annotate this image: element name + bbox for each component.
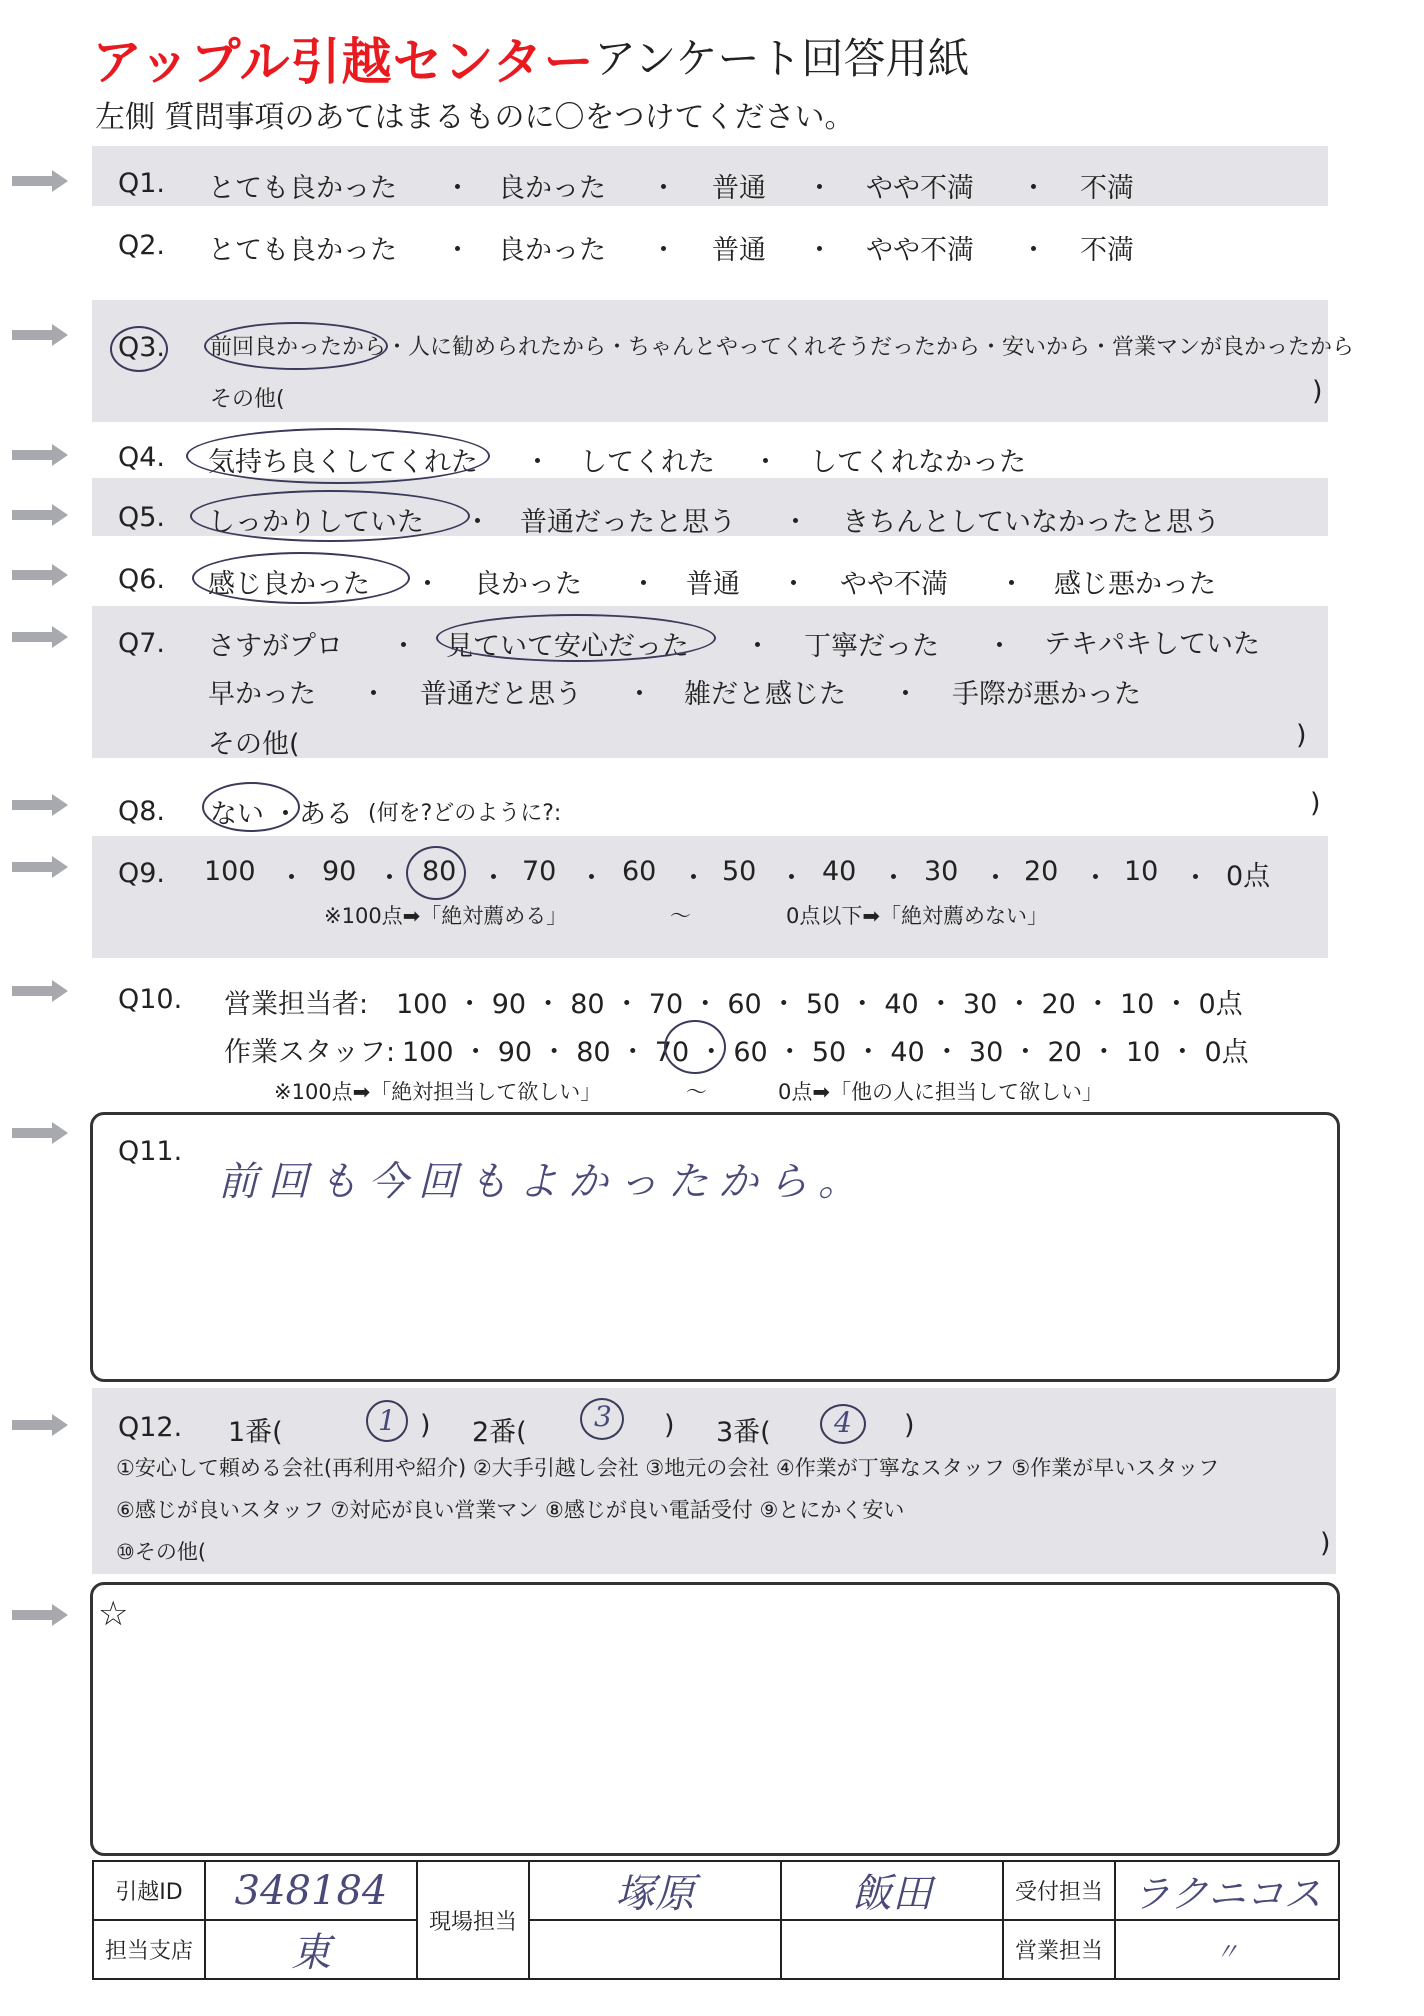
q6-option-2[interactable]: 良かった [474,569,582,600]
q10-sales-score[interactable]: 80 [570,989,605,1020]
q7-dot: ・ [360,679,387,710]
answer-circle [204,322,388,370]
q5-option-3[interactable]: きちんとしていなかったと思う [842,507,1220,538]
q12-label: Q12. [118,1412,183,1443]
q12-third-close: ) [904,1410,915,1441]
q8-close: ) [1310,788,1321,819]
branch-label: 担当支店 [93,1920,205,1979]
q10-sales-score[interactable]: 60 [727,989,762,1020]
q12-choices-1: ①安心して頼める会社(再利用や紹介) ②大手引越し会社 ③地元の会社 ④作業が丁寧なスタッフ ⑤作業が早いスタッフ [116,1456,1220,1480]
q6-dot: ・ [630,569,657,600]
arrow-icon [12,170,68,192]
answer-circle [580,1398,624,1440]
q3-label: Q3. [118,332,166,363]
q7-dot: ・ [892,679,919,710]
answer-circle [664,1020,726,1074]
q10-staff-scores: 100 ・ 90 ・ 80 ・ 70 ・ 60 ・ 50 ・ 40 ・ 30 ・ 20 ・ 10 ・ 0点 [402,1037,1249,1068]
site-staff-label: 現場担当 [417,1861,529,1979]
q12-first-close: ) [420,1410,431,1441]
q9-score[interactable]: 70 [522,856,557,887]
arrow-icon [12,564,68,586]
q8-label: Q8. [118,796,166,827]
q12-second-label: 2番( [472,1417,527,1448]
q10-sales-score[interactable]: 90 [491,989,527,1020]
q10-sales-label: 営業担当者: [224,989,369,1020]
arrow-icon [12,324,68,346]
q7-option-7[interactable]: 雑だと感じた [684,679,846,710]
q7-option-4[interactable]: テキパキしていた [1044,629,1260,660]
q9-score[interactable]: 100 [204,856,256,887]
q7-option-2[interactable]: 見ていて安心だった [446,631,689,662]
q10-staff-score[interactable]: 40 [890,1037,925,1068]
q8-prompt: (何を?どのように?: [368,801,562,826]
q8-some[interactable]: ・ある [272,799,353,830]
reception-label: 受付担当 [1003,1861,1115,1920]
q4-dot: ・ [524,447,551,478]
answer-circle [820,1404,866,1444]
q10-note-right: 0点➡「他の人に担当して欲しい」 [778,1080,1103,1104]
q3-other-close: ) [1312,376,1323,407]
q9-score[interactable]: 0点 [1226,861,1271,892]
q10-staff-score[interactable]: 80 [576,1037,611,1068]
arrow-icon [12,444,68,466]
q9-dot: ・ [680,863,707,894]
q10-staff-score[interactable]: 50 [811,1037,847,1068]
sales-label: 営業担当 [1003,1920,1115,1979]
q10-staff-score[interactable]: 100 [402,1037,454,1068]
q5-option-1[interactable]: しっかりしていた [208,507,424,538]
q1-label: Q1. [118,168,166,199]
q12-choices-3: ⑩その他( [116,1540,207,1564]
q1-option-1[interactable]: とても良かった [208,173,397,204]
q2-option-3[interactable]: 普通 [712,235,766,266]
q9-row-bg [92,836,1328,958]
q2-dot: ・ [650,235,677,266]
answer-circle [186,428,490,484]
site-staff-2: 飯田 [781,1861,1003,1920]
q4-label: Q4. [118,442,166,473]
q7-dot: ・ [626,679,653,710]
q5-option-2[interactable]: 普通だったと思う [520,507,736,538]
arrow-icon [12,626,68,648]
instruction-text: 左側 質問事項のあてはまるものに〇をつけてください。 [95,100,855,135]
q11-label: Q11. [118,1136,183,1167]
q3-other[interactable]: その他( [210,387,285,412]
q12-choices-2: ⑥感じが良いスタッフ ⑦対応が良い営業マン ⑧感じが良い電話受付 ⑨とにかく安い [116,1498,905,1522]
q11-answer: 前回も今回もよかったから。 [218,1159,868,1205]
q12-third-value[interactable]: 4 [834,1406,852,1439]
q7-other[interactable]: その他( [208,729,300,760]
q8-none[interactable]: ない [210,799,264,830]
q9-dot: ・ [1082,863,1109,894]
q7-dot: ・ [986,631,1013,662]
q10-sales-score[interactable]: 20 [1041,989,1076,1020]
q6-option-5[interactable]: 感じ悪かった [1054,569,1216,600]
q10-staff-score[interactable]: 60 [733,1037,768,1068]
q7-option-6[interactable]: 普通だと思う [420,679,582,710]
q6-option-3[interactable]: 普通 [686,569,740,600]
q4-option-1[interactable]: 気持ち良くしてくれた [208,447,478,478]
q10-label: Q10. [118,984,183,1015]
q9-note-left: ※100点➡「絶対薦める」 [324,904,568,928]
site-staff-empty [781,1920,1003,1979]
q7-label: Q7. [118,628,166,659]
q6-option-4[interactable]: やや不満 [840,569,948,600]
answer-circle [436,614,716,662]
arrow-icon [12,1122,68,1144]
q9-note-right: 0点以下➡「絶対薦めない」 [786,904,1048,928]
q5-dot: ・ [464,507,491,538]
q7-option-3[interactable]: 丁寧だった [804,631,939,662]
q10-staff-score[interactable]: 70 [654,1037,690,1068]
free-comment-box[interactable] [90,1582,1340,1856]
q7-option-5[interactable]: 早かった [208,679,316,710]
q12-choices-close: ) [1320,1528,1331,1559]
q10-note-mid: ～ [686,1080,707,1104]
site-staff-1: 塚原 [529,1861,781,1920]
form-subtitle: アンケート回答用紙 [594,34,970,83]
q9-score[interactable]: 20 [1024,856,1059,887]
q3-options[interactable]: 前回良かったから・人に勧められたから・ちゃんとやってくれそうだったから・安いから・営業マンが良かったから [210,335,1355,360]
q9-score[interactable]: 30 [924,856,959,887]
q10-note-left: ※100点➡「絶対担当して欲しい」 [274,1080,602,1104]
q1-dot: ・ [1020,173,1047,204]
q7-dot: ・ [390,631,417,662]
q9-dot: ・ [480,863,507,894]
q1-option-3[interactable]: 普通 [712,173,766,204]
arrow-icon [12,980,68,1002]
q1-option-2[interactable]: 良かった [498,173,606,204]
q9-score[interactable]: 90 [322,856,357,887]
q9-dot: ・ [578,863,605,894]
q10-staff-score[interactable]: 0点 [1204,1037,1249,1068]
q9-dot: ・ [982,863,1009,894]
arrow-icon [12,504,68,526]
q7-dot: ・ [744,631,771,662]
q9-dot: ・ [880,863,907,894]
q12-first-value[interactable]: 1 [378,1404,396,1437]
q7-option-1[interactable]: さすがプロ [208,631,343,662]
q10-sales-score[interactable]: 50 [805,989,841,1020]
q7-other-close: ) [1296,720,1307,751]
answer-circle [192,552,410,604]
q10-sales-score[interactable]: 100 [396,989,448,1020]
q10-sales-score[interactable]: 0点 [1198,989,1243,1020]
margin-arrows [12,160,82,1820]
arrow-icon [12,1414,68,1436]
reception-value: ラクニコス [1115,1861,1339,1920]
q4-option-2[interactable]: してくれた [580,447,715,478]
q9-dot: ・ [1182,863,1209,894]
q5-dot: ・ [782,507,809,538]
q9-score[interactable]: 40 [822,856,857,887]
q12-first-label: 1番( [228,1417,283,1448]
q10-staff-score[interactable]: 20 [1047,1037,1082,1068]
answer-circle [406,846,466,900]
q10-sales-scores: 100 ・ 90 ・ 80 ・ 70 ・ 60 ・ 50 ・ 40 ・ 30 ・ 20 ・ 10 ・ 0点 [396,989,1243,1020]
q6-dot: ・ [998,569,1025,600]
q10-staff-label: 作業スタッフ: [224,1037,396,1068]
q6-option-1[interactable]: 感じ良かった [208,569,370,600]
q10-staff-score[interactable]: 30 [968,1037,1004,1068]
q1-dot: ・ [806,173,833,204]
q10-sales-score[interactable]: 70 [648,989,684,1020]
q7-option-8[interactable]: 手際が悪かった [952,679,1141,710]
q2-option-5[interactable]: 不満 [1080,235,1134,266]
staff-info-table [92,1860,1340,1980]
q1-option-5[interactable]: 不満 [1080,173,1134,204]
q1-dot: ・ [650,173,677,204]
q2-dot: ・ [806,235,833,266]
q9-label: Q9. [118,858,166,889]
q10-sales-score[interactable]: 40 [884,989,919,1020]
q2-option-1[interactable]: とても良かった [208,235,397,266]
move-id-label: 引越ID [93,1861,205,1920]
branch-value: 東 [205,1920,417,1979]
arrow-icon [12,856,68,878]
q10-staff-score[interactable]: 10 [1125,1037,1161,1068]
q4-option-3[interactable]: してくれなかった [810,447,1026,478]
q1-dot: ・ [444,173,471,204]
q9-note-mid: ～ [670,904,691,928]
q2-option-4[interactable]: やや不満 [866,235,974,266]
arrow-icon [12,794,68,816]
q12-second-close: ) [664,1410,675,1441]
q6-label: Q6. [118,564,166,595]
q9-dot: ・ [278,863,305,894]
answer-circle [366,1400,408,1442]
q10-staff-score[interactable]: 90 [497,1037,533,1068]
q6-dot: ・ [780,569,807,600]
q6-dot: ・ [414,569,441,600]
brand-title: アップル引越センター [92,33,595,91]
star-icon: ☆ [98,1594,129,1634]
site-staff-empty [529,1920,781,1979]
answer-circle [110,326,168,372]
q4-dot: ・ [752,447,779,478]
q1-option-4[interactable]: やや不満 [866,173,974,204]
sales-value: 〃 [1115,1920,1339,1979]
q9-score[interactable]: 10 [1124,856,1159,887]
q2-dot: ・ [444,235,471,266]
q9-dot: ・ [778,863,805,894]
arrow-icon [12,1604,68,1626]
q2-label: Q2. [118,230,166,261]
q10-sales-score[interactable]: 30 [962,989,998,1020]
q2-dot: ・ [1020,235,1047,266]
q9-score[interactable]: 80 [422,856,457,887]
q10-sales-score[interactable]: 10 [1119,989,1155,1020]
q2-option-2[interactable]: 良かった [498,235,606,266]
q5-label: Q5. [118,502,166,533]
q9-score[interactable]: 60 [622,856,657,887]
move-id-value: 348184 [205,1861,417,1920]
q9-score[interactable]: 50 [722,856,757,887]
q12-third-label: 3番( [716,1417,771,1448]
q9-dot: ・ [376,863,403,894]
answer-circle [190,490,470,542]
q12-second-value[interactable]: 3 [594,1400,612,1433]
